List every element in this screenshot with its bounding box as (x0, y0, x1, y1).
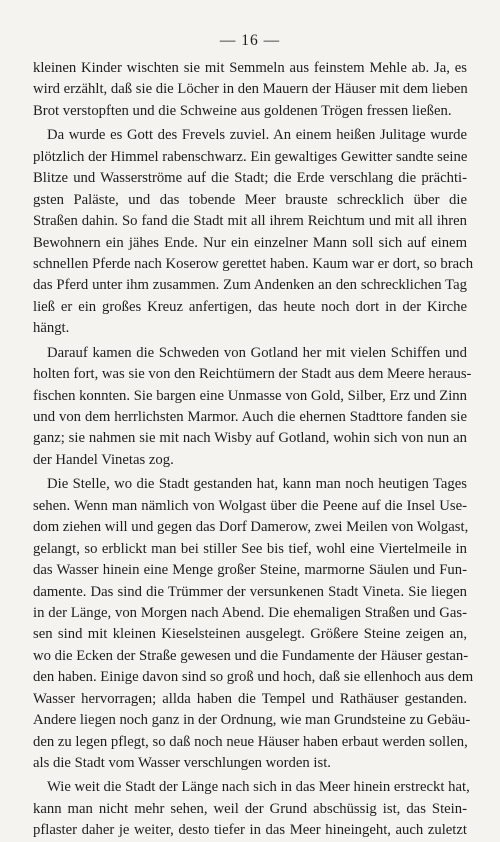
text-line: Blitze und Wasserströme auf die Stadt; die Erde verschlang die prächti- (33, 170, 467, 187)
text-line: pflaster daher je weiter, desto tiefer in das Meer hineingeht, auch zuletzt (33, 822, 467, 839)
text-line: damente. Das sind die Trümmer der versunkenen Stadt Vineta. Sie liegen (33, 583, 467, 600)
text-line: den zu legen pflegt, so daß noch neue Häuser haben erbaut werden sollen, (33, 733, 468, 750)
paragraph (33, 125, 474, 339)
text-line: gelangt, so erblickt man bei stiller See bis tief, wohl eine Viertelmeile in (33, 540, 467, 557)
text-line: Wasser hervorragen; allda haben die Tempel und Rathäuser gestanden. (33, 690, 467, 707)
text-line: plötzlich der Himmel rabenschwarz. Ein gewaltiges Gewitter sandte seine (33, 148, 468, 165)
page-number: — 16 — (219, 32, 281, 49)
text-line: der Handel Vinetas zog. (33, 451, 174, 468)
text-line: holten fort, was sie von den Reichtümern der Stadt aus dem Meere heraus- (33, 366, 472, 383)
body-text (33, 58, 474, 842)
text-line: Wie weit die Stadt der Länge nach sich in das Meer hinein erstreckt hat, (47, 779, 470, 796)
text-line: sehen. Wenn man nämlich von Wolgast über die Peene auf die Insel Use- (33, 497, 467, 514)
text-line: das Wasser hinein eine Menge großer Steine, marmorne Säulen und Fun- (33, 562, 467, 579)
text-line: und von dem herrlichsten Marmor. Auch die ehernen Stadttore fanden sie (33, 409, 467, 425)
paragraph (33, 474, 474, 774)
text-line: Straßen dahin. So fand die Stadt mit all ihrem Reichtum und mit all ihren (33, 213, 467, 230)
text-line: ganz; sie nahmen sie mit nach Wisby auf Gotland, wohin sich von nun an (33, 430, 467, 447)
text-line: Andere liegen noch ganz in der Ordnung, wie man Grundsteine zu Gebäu- (33, 712, 471, 729)
text-line: kann man nicht mehr sehen, weil der Grund abschüssig ist, das Stein- (33, 800, 467, 817)
text-line: Da wurde es Gott des Frevels zuviel. An einem heißen Julitage wurde (47, 127, 467, 144)
text-line: fischen konnten. Sie bargen eine Unmasse von Gold, Silber, Erz und Zinn (33, 387, 467, 404)
paragraph (33, 343, 472, 472)
text-line: ließ er ein großes Kreuz anfertigen, das heute noch dort in der Kirche (33, 298, 467, 315)
text-line: wo die Ecken der Straße gewesen und die Fundamente der Häuser gestan- (33, 647, 469, 664)
text-line: gsten Paläste, und das tobende Meer brauste schrecklich über die (33, 191, 467, 208)
text-line: Die Stelle, wo die Stadt gestanden hat, kann man noch heutigen Tages (47, 476, 467, 493)
text-line: schnellen Pferde nach Koserow gerettet haben. Kaum war er dort, so brach (33, 255, 474, 272)
text-line: kleinen Kinder wischten sie mit Semmeln aus feinstem Mehle ab. Ja, es (33, 60, 467, 76)
text-line: den haben. Einige davon sind so groß und hoch, daß sie ellenhoch aus dem (33, 669, 474, 686)
text-line: dom ziehen will und gegen das Dorf Damerow, zwei Meilen von Wolgast, (33, 519, 469, 536)
text-line: als die Stadt vom Wasser verschlungen worden ist. (33, 755, 331, 771)
text-line: sen sind mit kleinen Kieselsteinen ausgelegt. Größere Steine zeigen an, (33, 626, 467, 643)
text-line: das Pferd unter ihm zusammen. Zum Andenken an den schrecklichen Tag (33, 277, 467, 294)
text-line: Darauf kamen die Schweden von Gotland her mit vielen Schiffen und (47, 344, 467, 361)
paragraph (33, 777, 470, 841)
text-line: Bewohnern ein jähes Ende. Nur ein einzelner Mann soll sich auf einem (33, 234, 467, 251)
text-line: Brot verstopften und die Schweine aus goldenen Trögen fressen ließen. (33, 102, 452, 119)
text-line: in der Länge, von Morgen nach Abend. Die ehemaligen Straßen und Gas- (33, 604, 467, 621)
text-line: hängt. (33, 320, 70, 337)
paragraph (33, 58, 467, 122)
text-line: wird erzählt, daß sie die Löcher in den Mauern der Häuser mit dem lieben (33, 81, 468, 98)
